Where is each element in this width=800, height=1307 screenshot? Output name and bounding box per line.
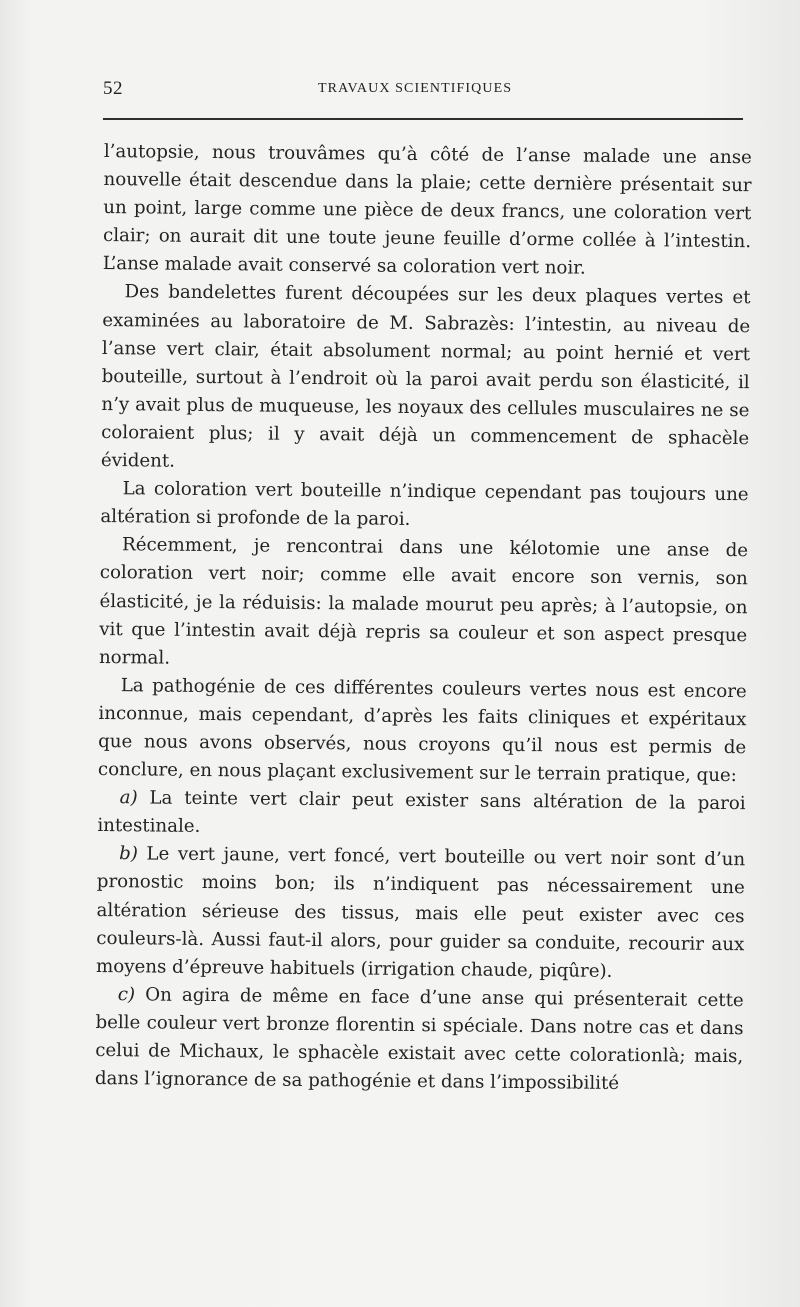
item-text-c: On agira de même en face d’une anse qui présenterait cette belle couleur vert bronze florentin si spéciale. Dans notre cas et dans celui de Michaux, le sphacèle existait avec cette colorationlà; mais, dans l’ignorance de sa pathogénie et dans l’impossibilité xyxy=(94,984,744,1095)
paragraph-continuation: l’autopsie, nous trouvâmes qu’à côté de l’anse malade une anse nouvelle était descendue dans la plaie; cette dernière présentait sur un point, large comme une pièce de deux francs, une coloration vert clair; on aurait dit une toute jeune feuille d’orme collée à l’intestin. L’anse malade avait conservé sa coloration vert noir. xyxy=(102,140,752,280)
page-number: 52 xyxy=(103,78,123,99)
paragraph-pathogeny: La pathogénie de ces différentes couleurs vertes nous est encore inconnue, mais cependant, d’après les faits cliniques et expéritaux que nous avons observés, nous croyons qu’il nous est permis de conclure, en nous plaçant exclusivement sur le terrain pratique, que: xyxy=(97,674,747,787)
conclusion-item-b xyxy=(96,840,745,987)
page-header xyxy=(103,78,750,102)
item-text-a: La teinte vert clair peut exister sans altération de la paroi intestinale. xyxy=(97,787,746,838)
paragraph-histology: Des bandelettes furent découpées sur les deux plaques vertes et examinées au laboratoire de M. Sabrazès: l’intestin, au niveau de l’anse vert clair, était absolument normal; au point hernié et vert bouteille, surtout à l’endroit où la paroi avait perdu son élasticité, il n’y avait plus de muqueuse, les noyaux des cellules musculaires ne se coloraient plus; il y avait déjà un commencement de sphacèle évident. xyxy=(100,281,751,472)
item-text-b: Le vert jaune, vert foncé, vert bouteille ou vert noir sont d’un pronostic moins bon; ils n’indiquent pas nécessairement une altération sérieuse des tissus, mais elle peut exister avec ces couleurs-là. Aussi faut-il alors, pour guider sa conduite, recourir aux moyens d’épreuve habituels (irrigation chaude, piqûre). xyxy=(95,843,746,982)
conclusion-item-c xyxy=(95,981,744,1100)
paragraph-kelotomy: Récemment, je rencontrai dans une kélotomie une anse de coloration vert noir; comme elle avait encore son vernis, son élasticité, je la réduisis: la malade mourut peu après; à l’autopsie, on vit que l’intestin avait déjà repris sa couleur et son aspect presque normal. xyxy=(98,534,749,669)
item-letter-a: a) xyxy=(119,787,138,809)
running-title: TRAVAUX SCIENTIFIQUES xyxy=(318,81,513,96)
item-letter-b: b) xyxy=(119,843,138,865)
paragraph-bottle-green: La coloration vert bouteille n’indique cependant pas toujours une altération si profonde de la paroi. xyxy=(100,478,749,531)
header-rule xyxy=(103,118,743,120)
body-text xyxy=(95,138,752,1099)
item-letter-c: c) xyxy=(117,983,136,1006)
conclusion-item-a xyxy=(97,784,746,846)
